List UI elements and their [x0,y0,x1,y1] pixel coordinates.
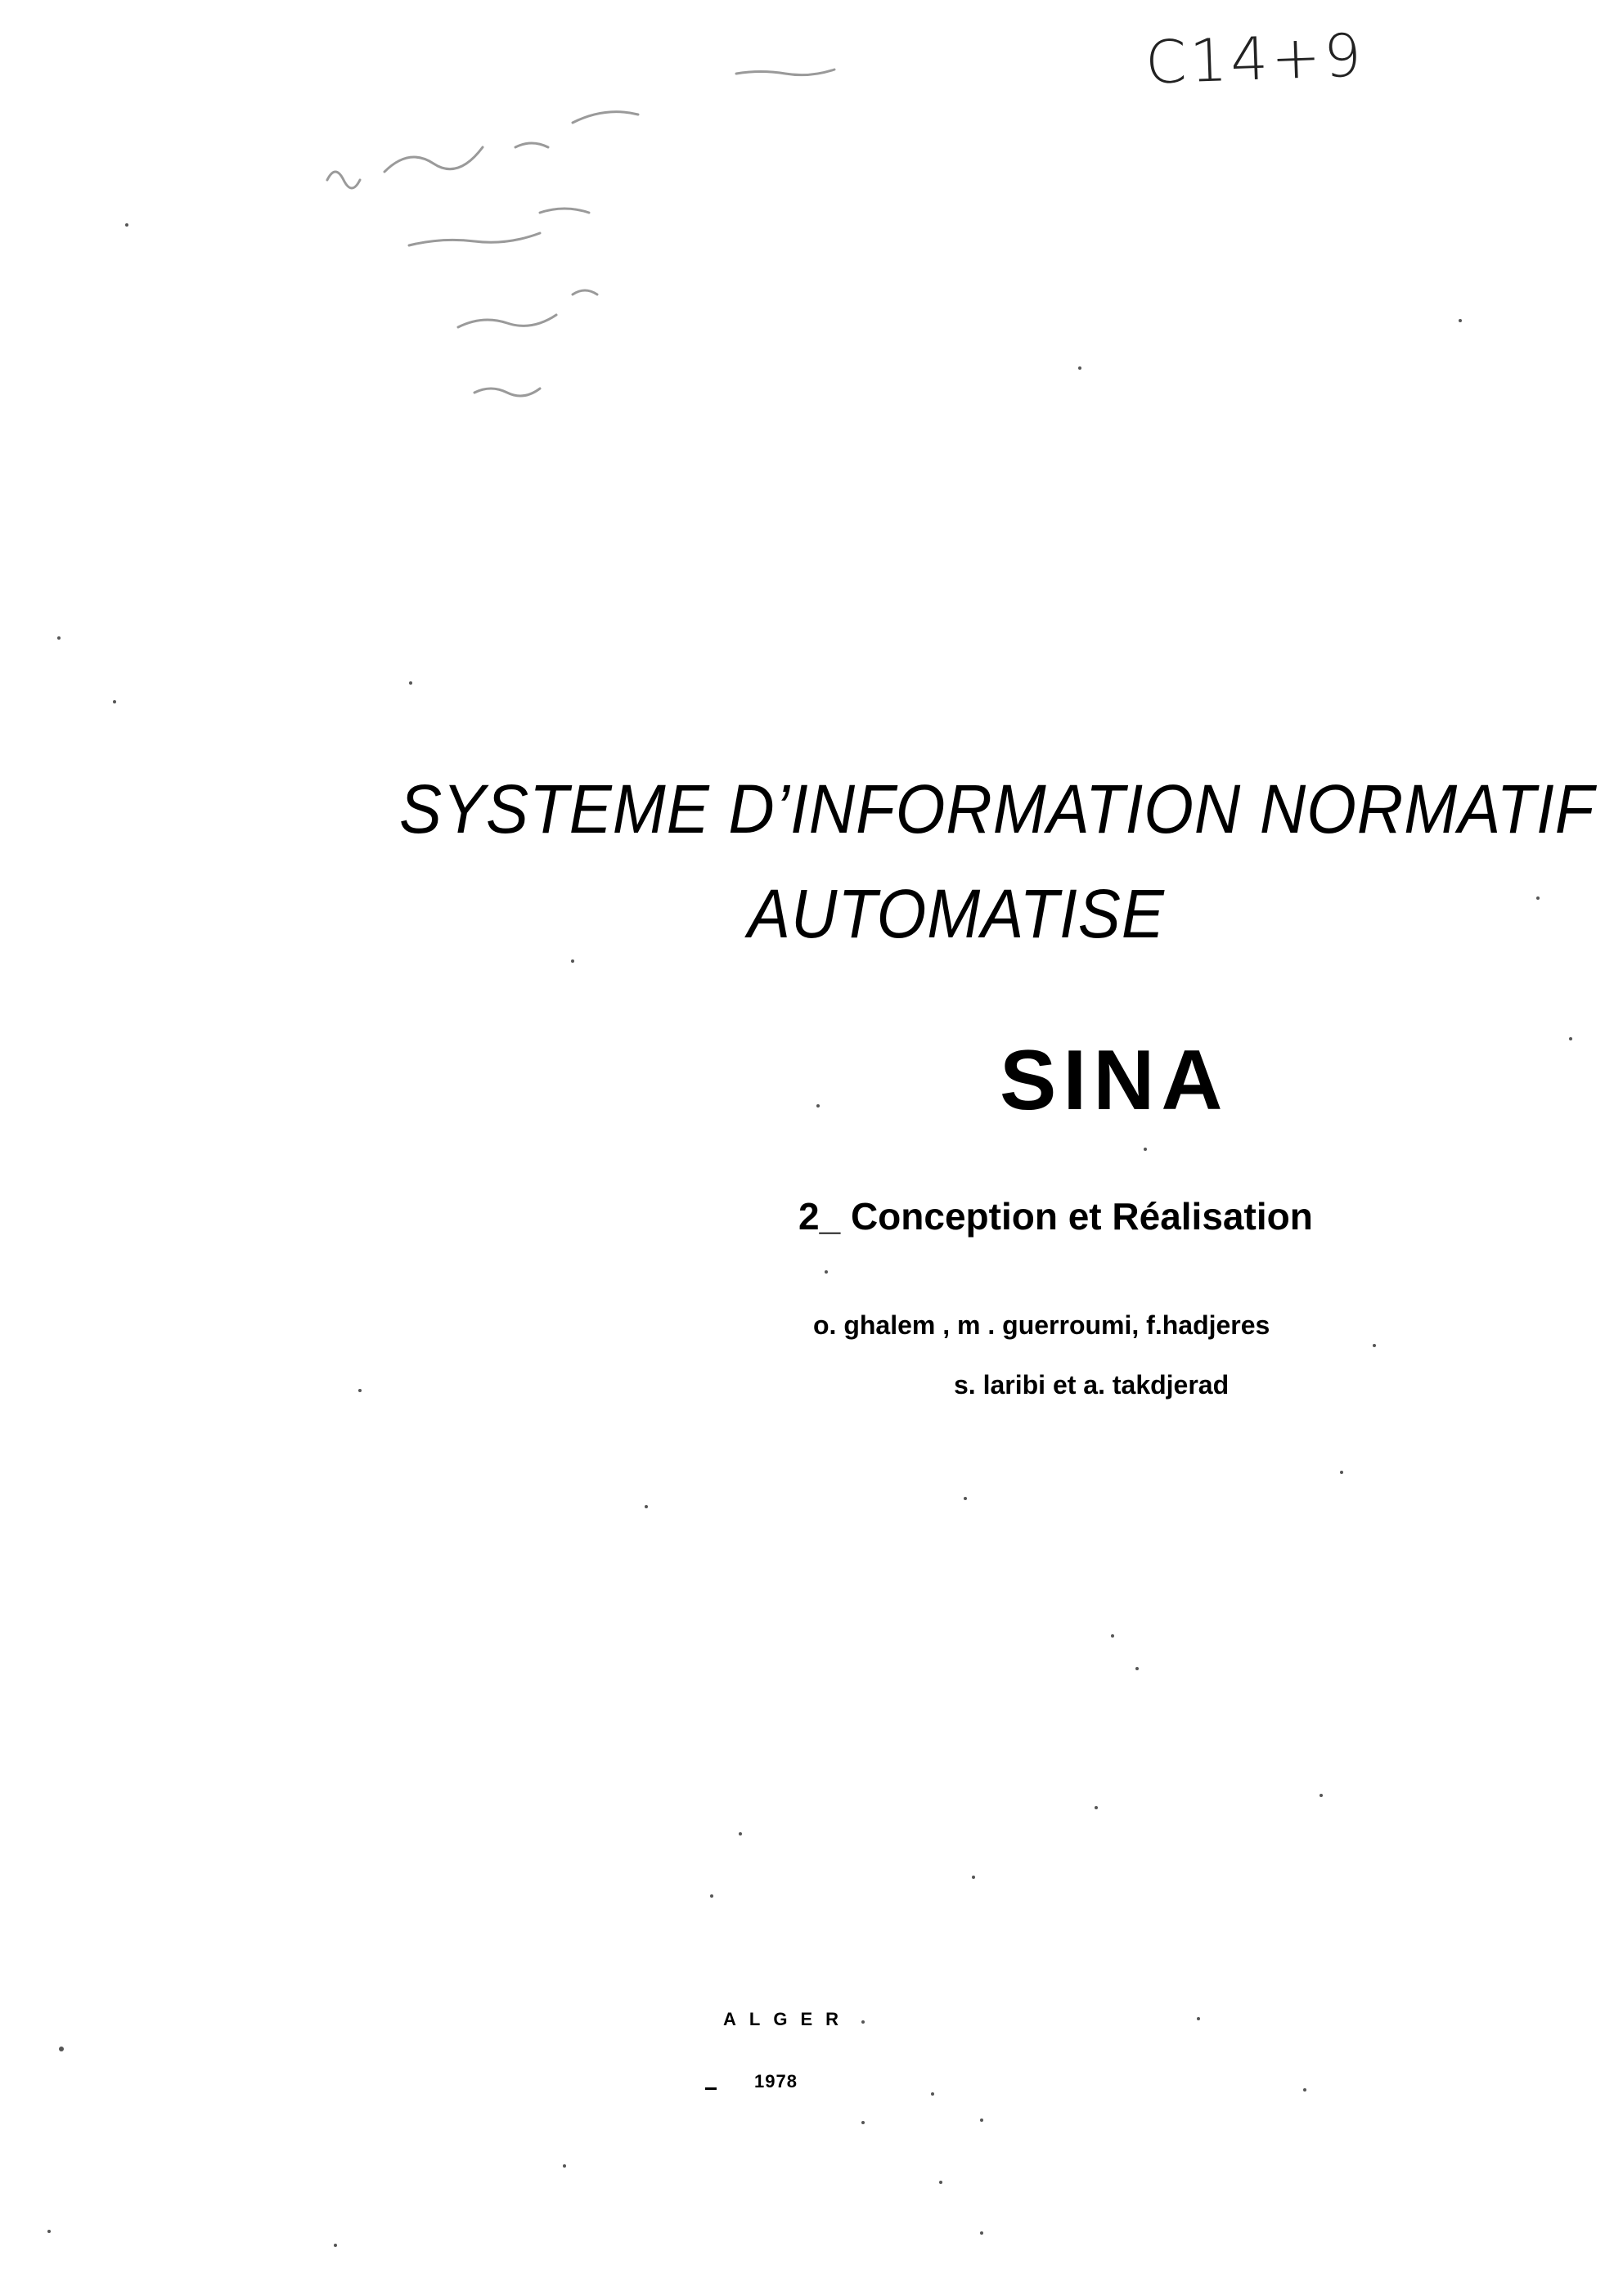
handwritten-catalog-mark: C14+9 [1144,20,1366,97]
authors-line-2: s. laribi et a. takdjerad [954,1370,1230,1400]
document-title-line-2: AUTOMATISE [748,874,1165,953]
authors-line-1: o. ghalem , m . guerroumi, f.hadjeres [813,1310,1270,1340]
document-title-line-1: SYSTEME D’INFORMATION NORMATIF [399,770,1595,848]
publication-year: 1978 [754,2071,798,2092]
document-subtitle: 2_ Conception et Réalisation [798,1195,1313,1238]
publication-place: ALGER [723,2009,852,2029]
document-acronym: SINA [1000,1033,1230,1128]
